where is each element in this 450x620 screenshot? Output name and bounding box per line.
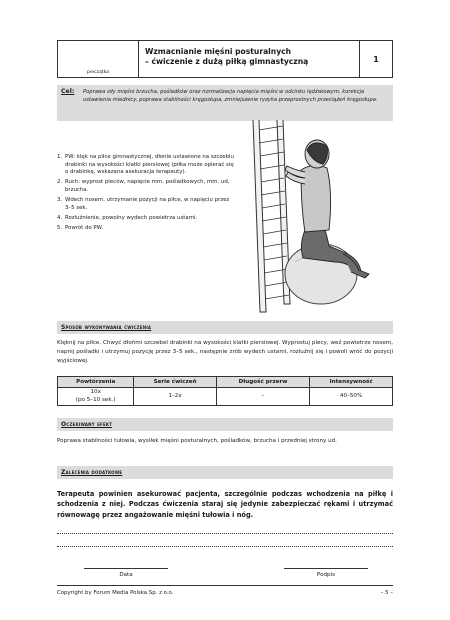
footer-divider [57,585,393,586]
stamp-field [58,41,139,77]
date-line [84,568,168,569]
table-row [58,388,393,406]
step-number: 5. [57,224,63,231]
copyright-text: Copyright by Forum Media Polska Sp. z o.o. [57,590,174,596]
cell-break: – [216,388,309,406]
title-line-2: – ćwiczenie z dużą piłką gimnastyczną [145,56,309,66]
signature-label: Podpis [316,572,336,578]
step-item [57,215,237,223]
step-number: 4. [57,214,63,221]
step-text: Rozluźnienie, powolny wydech powietrza ustami. [65,214,198,221]
step-item [57,225,237,233]
exercise-title [139,41,360,77]
effect-text: Poprawa stabilności tułowia, wysiłek mięśni posturalnych, pośladków, brzucha i przedniej strony ud. [57,438,337,444]
step-item [57,197,237,212]
step-number: 2. [57,179,63,186]
step-number: 1. [57,154,63,160]
reps-line-2: (po 5–10 sek.) [75,396,116,403]
cell-series: 1–2x [134,388,216,406]
step-text: Ruch: wyprost pleców, napięcie mm. pośladkowych, mm. ud, brzucha. [65,179,230,193]
method-section-title: Sposób wykonywania ćwiczenia [61,324,152,331]
cell-reps [58,388,134,406]
effect-section-title: Oczekiwany efekt [61,421,113,428]
reps-line-1: 10x [90,389,101,395]
step-item [57,154,237,177]
wall-bars [253,120,290,312]
note-line [57,533,393,534]
step-text: Powrót do PW. [65,224,104,231]
col-header-reps: Powtórzenia [58,377,134,388]
exercise-number: 1 [373,54,379,64]
effect-section-header [57,418,393,431]
title-line-1: Wzmacnianie mięśni posturalnych [145,47,292,56]
table-header-row [58,377,393,388]
parameters-table [57,376,393,406]
page-number: – 5 – [380,590,393,596]
cell-intensity: 40–50% [310,388,393,406]
step-text: Wdech nosem, utrzymanie pozycji na piłce, w napięciu przez 3–5 sek. [65,196,230,211]
stamp-label: pieczątka [87,70,109,75]
recommend-section-title: Zalecenia dodatkowe [61,469,123,476]
col-header-break: Długość przerw [216,377,309,388]
steps-list [57,154,237,235]
col-header-intensity: Intensywność [310,377,393,388]
col-header-series: Serie ćwiczeń [134,377,216,388]
goal-text: Poprawa siły mięśni brzucha, pośladków oraz normalizacja napięcia mięśni w odcinku lędźwiowym, korekcja ustawienia miednicy, poprawa stabilności kręgosłupa, zmniejszenie ryzyka przeprostnych przeciążeń kręgosłupa. [83,89,378,104]
date-label: Data [119,572,133,578]
recommend-section-header [57,466,393,479]
header-box [57,40,393,78]
goal-label: Cel: [61,88,75,95]
step-number: 3. [57,196,63,203]
note-line [57,546,393,547]
method-text: Klęknij na piłce. Chwyć dłońmi szczebel drabinki na wysokości klatki piersiowej. Wyprostuj plecy, weź powietrze nosem, napnij pośladki i utrzymuj pozycję przez 3–5 sek., następnie zrób wydech ustami, rozluźnij się i powoli wróć do pozycji wyjściowej. [57,340,393,364]
step-text: PW: klęk na piłce gimnastycznej, dłonie ustawione na szczeblu drabinki na wysokości klatki piersiowej (piłka może opierać się o drabinkę, wskazana asekuracja terapeuty). [65,154,234,176]
step-item [57,179,237,194]
recommend-text: Terapeuta powinien asekurować pacjenta, szczególnie podczas wchodzenia na piłkę i schodzenia z niej. Podczas ćwiczenia staraj się jedynie zabezpieczać rękami i utrzymać równowagę przez angażowanie mięśni tułowia i nóg. [57,490,393,519]
signature-line [284,568,368,569]
method-section-header [57,321,393,334]
exercise-illustration [243,112,385,324]
